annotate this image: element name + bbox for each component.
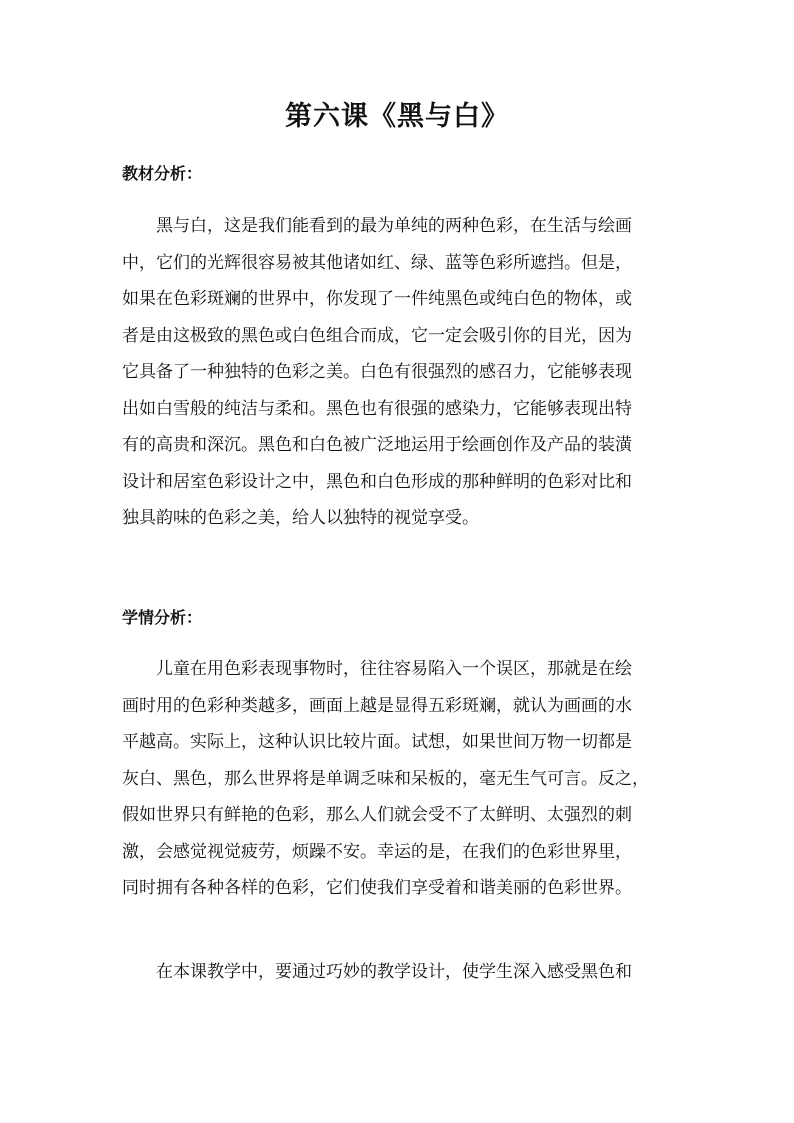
text-line: 设计和居室色彩设计之中，黑色和白色形成的那种鲜明的色彩对比和 [122,471,632,492]
text-line: 在本课教学中，要通过巧妙的教学设计，使学生深入感受黑色和 [122,962,632,982]
text-line: 如果在色彩斑斓的世界中，你发现了一件纯黑色或纯白色的物体，或 [122,289,632,309]
page-title: 第六课《黑与白》 [285,101,509,132]
paragraph-student-analysis [122,651,678,907]
text-line: 者是由这极致的黑色或白色组合而成，它一定会吸引你的目光，因为 [122,325,632,346]
section-heading-textbook-analysis: 教材分析： [122,164,203,183]
text-line: 有的高贵和深沉。黑色和白色被广泛地运用于绘画创作及产品的装潢 [122,435,632,455]
section-heading-student-analysis: 学情分析： [122,608,203,627]
text-line: 灰白、黑色，那么世界将是单调乏味和呆板的，毫无生气可言。反之， [122,768,649,789]
text-line: 假如世界只有鲜艳的色彩，那么人们就会受不了太鲜明、太强烈的刺 [122,805,632,825]
text-line: 独具韵味的色彩之美，给人以独特的视觉享受。 [122,508,479,528]
text-line: 画时用的色彩种类越多，画面上越是显得五彩斑斓，就认为画画的水 [122,695,632,716]
paragraph-teaching-goal [122,954,678,991]
text-line: 平越高。实际上，这种认识比较片面。试想，如果世间万物一切都是 [122,732,632,752]
text-line: 它具备了一种独特的色彩之美。白色有很强烈的感召力，它能够表现 [122,362,632,382]
text-line: 中，它们的光辉很容易被其他诸如红、绿、蓝等色彩所遮挡。但是， [122,252,632,273]
text-line: 儿童在用色彩表现事物时，往往容易陷入一个误区，那就是在绘 [122,659,632,679]
text-line: 同时拥有各种各样的色彩，它们使我们享受着和谐美丽的色彩世界。 [122,878,632,898]
text-line: 激，会感觉视觉疲劳，烦躁不安。幸运的是，在我们的色彩世界里， [122,841,632,862]
text-line: 出如白雪般的纯洁与柔和。黑色也有很强的感染力，它能够表现出特 [122,398,632,419]
text-line: 黑与白，这是我们能看到的最为单纯的两种色彩，在生活与绘画 [122,216,632,236]
paragraph-textbook-analysis [122,208,678,537]
